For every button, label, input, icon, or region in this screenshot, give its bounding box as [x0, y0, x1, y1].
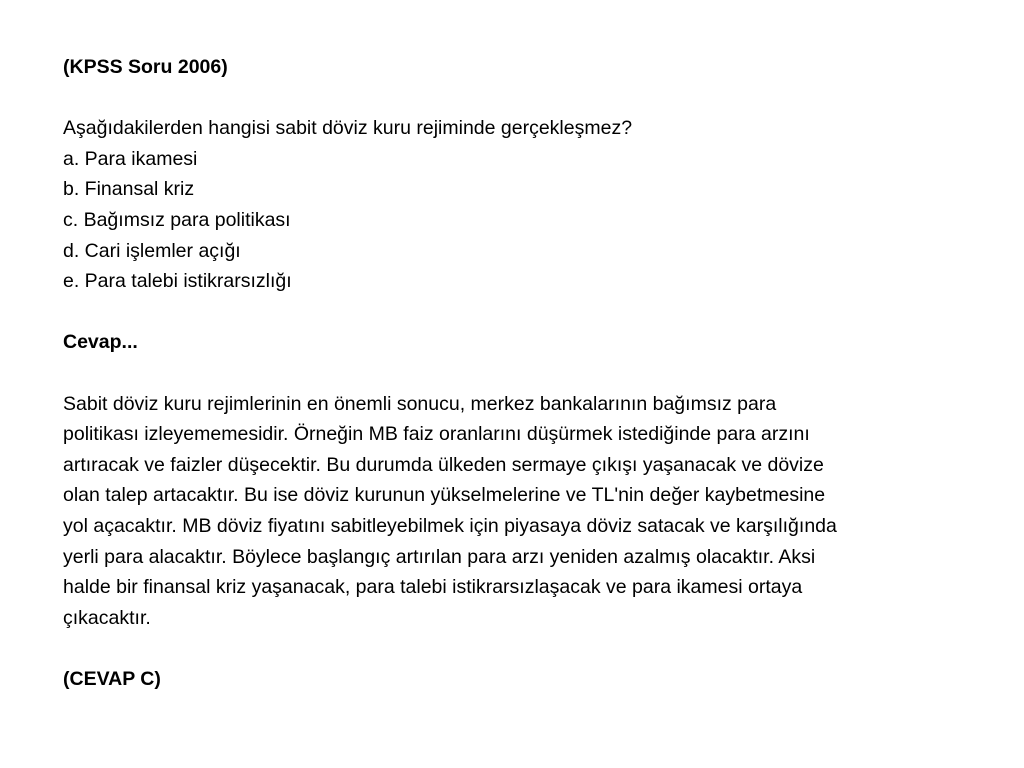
answer-options-list — [63, 144, 993, 297]
question-text: Aşağıdakilerden hangisi sabit döviz kuru rejiminde gerçekleşmez? — [63, 117, 633, 140]
explanation-line: yol açacaktır. MB döviz fiyatını sabitleyebilmek için piyasaya döviz satacak ve karşılığında — [63, 514, 837, 537]
explanation-line: artıracak ve faizler düşecektir. Bu durumda ülkeden sermaye çıkışı yaşanacak ve dövize — [63, 453, 824, 476]
option-b: b. Finansal kriz — [63, 178, 195, 201]
explanation-line: çıkacaktır. — [63, 606, 151, 629]
final-answer: (CEVAP C) — [63, 667, 161, 690]
answer-heading: Cevap... — [63, 331, 138, 354]
explanation-line: Sabit döviz kuru rejimlerinin en önemli sonucu, merkez bankalarının bağımsız para — [63, 392, 777, 415]
option-e: e. Para talebi istikrarsızlığı — [63, 270, 292, 293]
question-source-heading: (KPSS Soru 2006) — [63, 56, 228, 78]
explanation-line: politikası izleyememesidir. Örneğin MB faiz oranlarını düşürmek istediğinde para arzını — [63, 423, 810, 446]
explanation-line: olan talep artacaktır. Bu ise döviz kurunun yükselmelerine ve TL'nin değer kaybetmesine — [63, 484, 826, 507]
spacer — [63, 633, 993, 664]
slide-text-body — [63, 52, 993, 694]
option-a: a. Para ikamesi — [63, 147, 198, 170]
option-d: d. Cari işlemler açığı — [63, 239, 241, 262]
explanation-line: halde bir finansal kriz yaşanacak, para talebi istikrarsızlaşacak ve para ikamesi ortaya — [63, 576, 803, 599]
spacer — [63, 83, 993, 114]
option-c: c. Bağımsız para politikası — [63, 208, 291, 231]
spacer — [63, 358, 993, 389]
spacer — [63, 297, 993, 328]
explanation-paragraph — [63, 389, 993, 634]
explanation-line: yerli para alacaktır. Böylece başlangıç artırılan para arzı yeniden azalmış olacaktır. Aksi — [63, 545, 816, 568]
